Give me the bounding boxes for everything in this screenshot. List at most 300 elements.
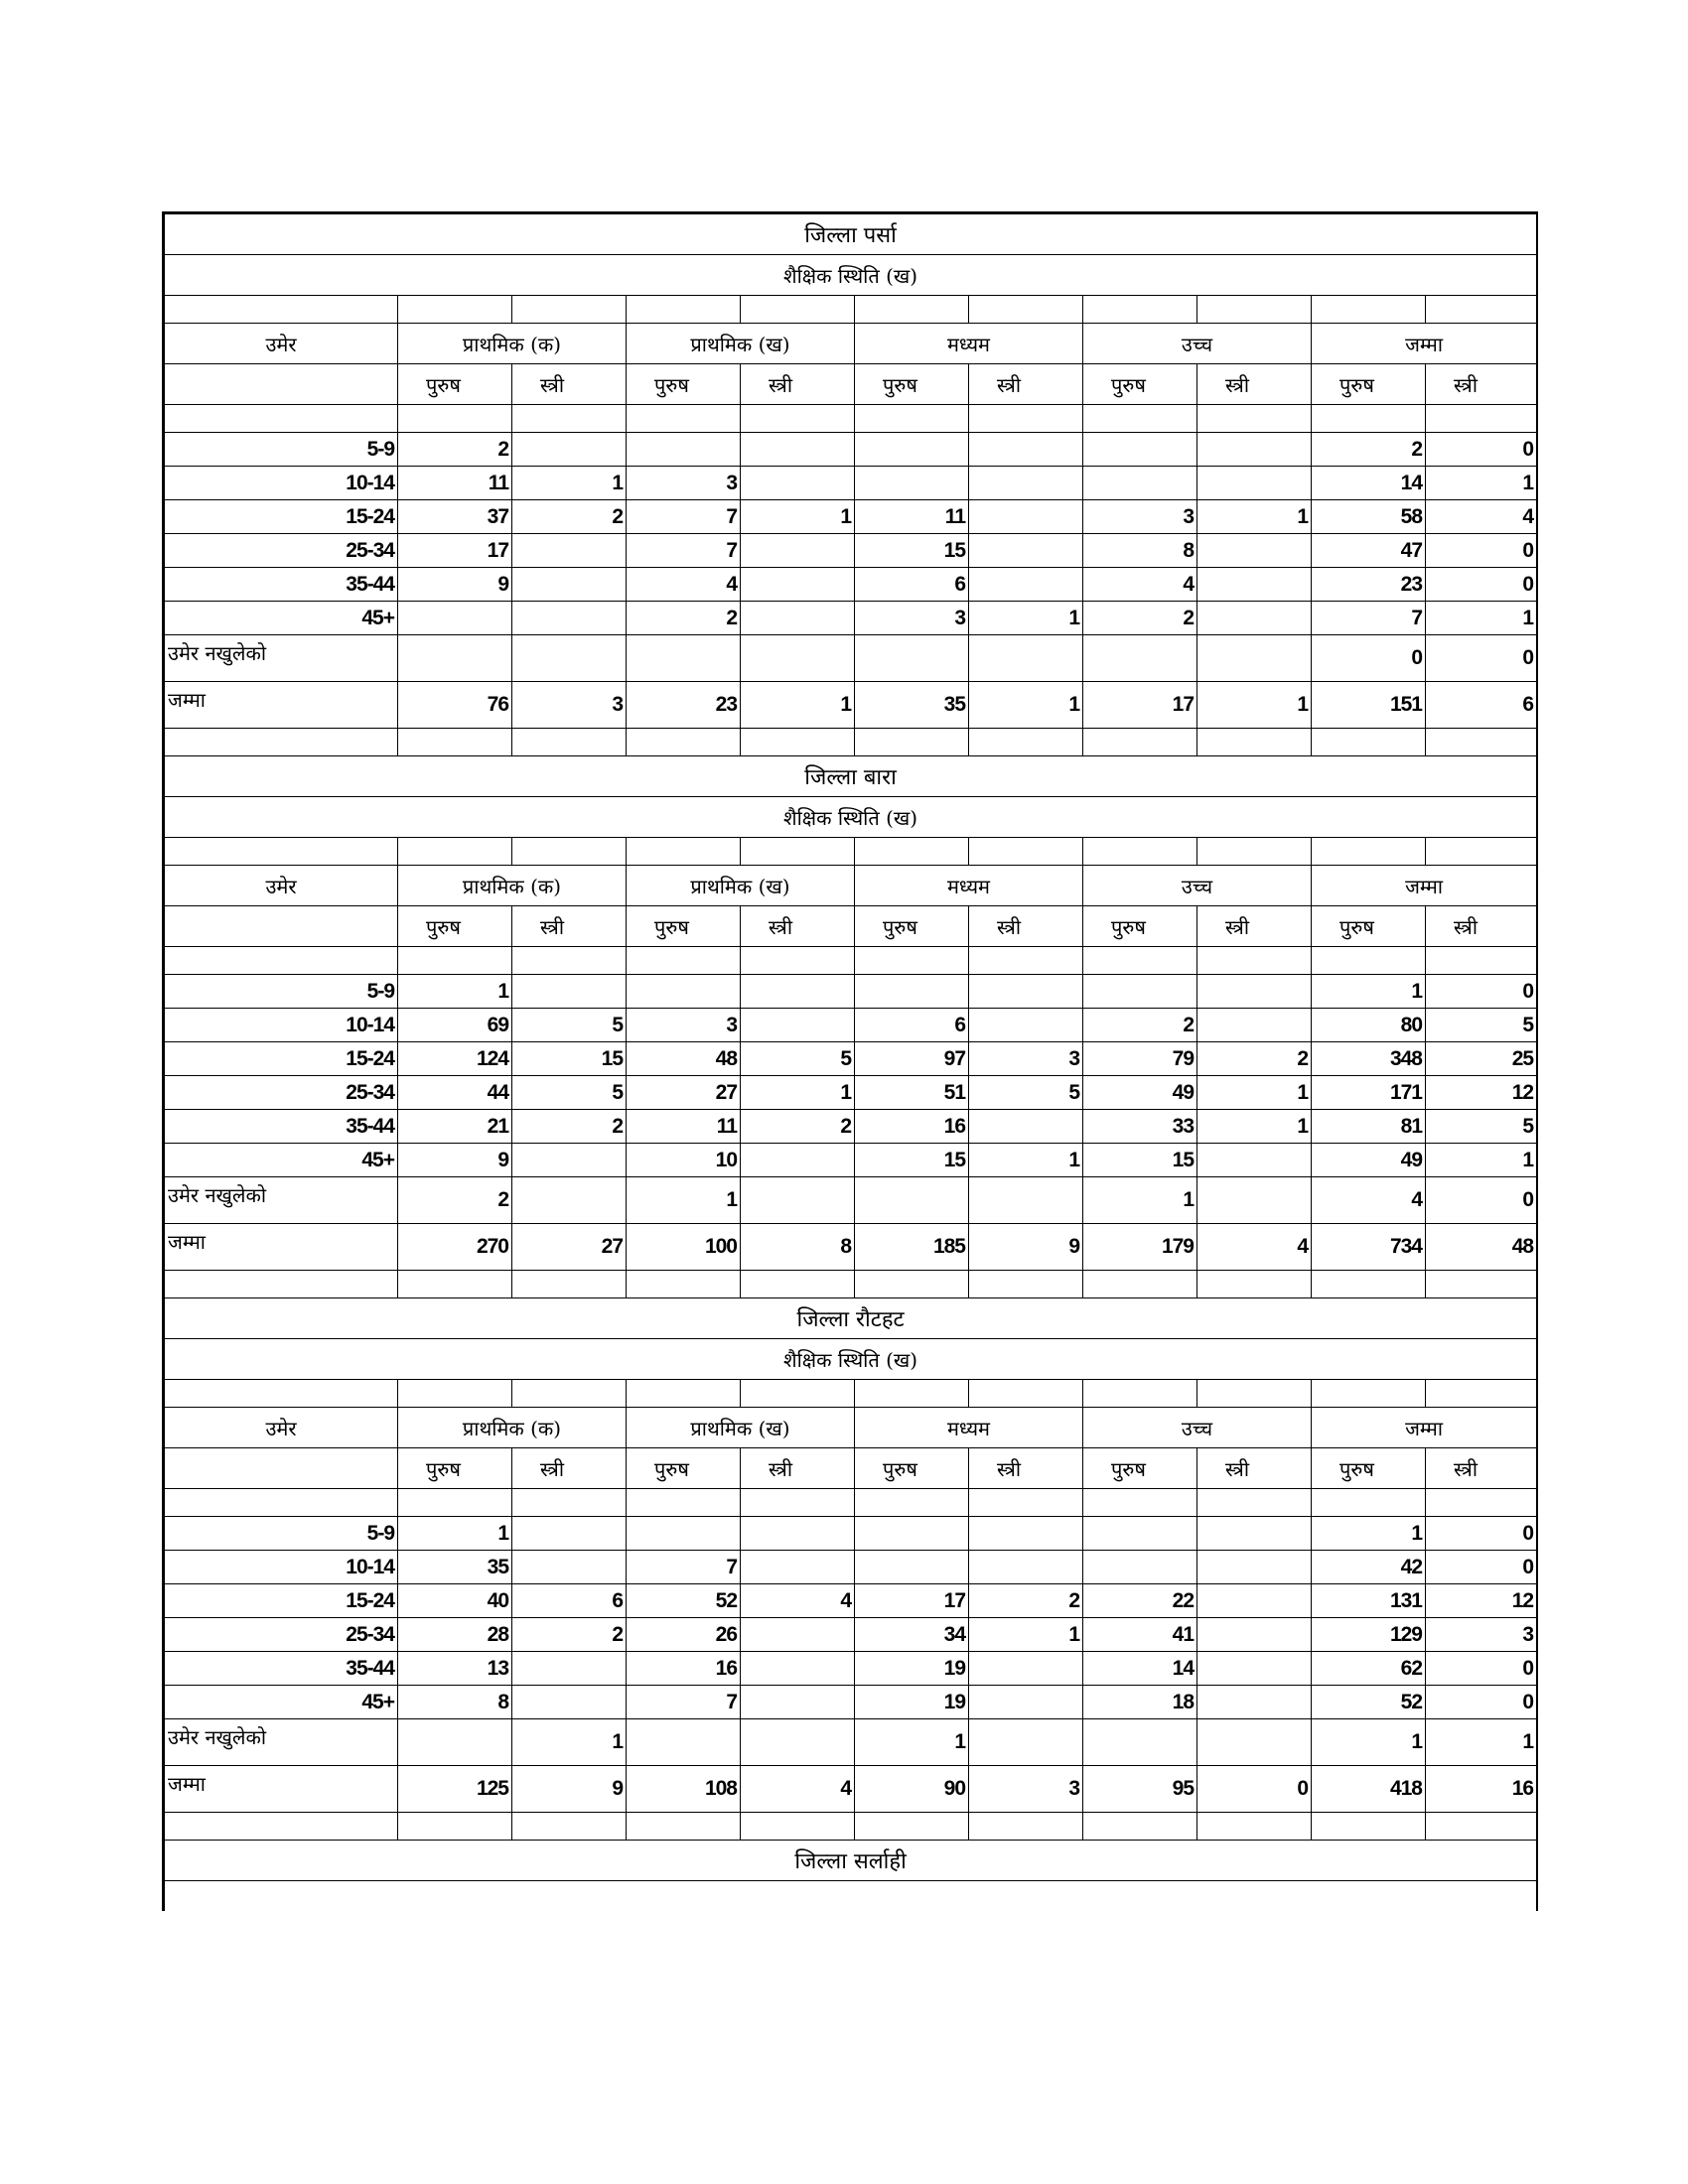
blank-cell: [741, 1813, 855, 1841]
value-cell: 0: [1426, 635, 1537, 682]
female-header: स्त्री: [969, 906, 1083, 947]
value-cell: [741, 568, 855, 602]
value-cell: 41: [1083, 1618, 1197, 1652]
value-cell: 15: [855, 534, 969, 568]
value-cell: 3: [855, 602, 969, 635]
blank-cell: [1083, 1489, 1197, 1517]
blank-cell: [398, 1489, 512, 1517]
value-cell: 19: [855, 1686, 969, 1719]
value-cell: 48: [1426, 1224, 1537, 1271]
value-cell: 1: [1312, 975, 1426, 1009]
value-cell: 3: [627, 1009, 741, 1042]
blank-cell: [165, 838, 398, 866]
value-cell: 5: [741, 1042, 855, 1076]
value-cell: 1: [627, 1177, 741, 1224]
value-cell: 179: [1083, 1224, 1197, 1271]
value-cell: 1: [512, 467, 627, 500]
blank-cell: [1197, 838, 1312, 866]
district-title: जिल्ला पर्सा: [165, 214, 1537, 255]
value-cell: [1083, 433, 1197, 467]
value-cell: [741, 467, 855, 500]
value-cell: [969, 534, 1083, 568]
group-header: प्राथमिक (ख): [627, 324, 855, 364]
age-column-header: उमेर: [165, 866, 398, 906]
age-label: 5-9: [165, 1517, 398, 1551]
male-header: पुरुष: [627, 364, 741, 405]
value-cell: 2: [741, 1110, 855, 1144]
blank-cell: [1426, 947, 1537, 975]
blank-cell: [741, 405, 855, 433]
value-cell: [512, 1177, 627, 1224]
value-cell: 8: [398, 1686, 512, 1719]
value-cell: [741, 635, 855, 682]
blank-cell: [1426, 1380, 1537, 1408]
blank-cell: [855, 838, 969, 866]
document-page: [162, 211, 1538, 1911]
value-cell: [969, 467, 1083, 500]
value-cell: 4: [1197, 1224, 1312, 1271]
age-label: 45+: [165, 1686, 398, 1719]
value-cell: [627, 1719, 741, 1766]
value-cell: [969, 1652, 1083, 1686]
value-cell: 7: [627, 534, 741, 568]
value-cell: 1: [741, 682, 855, 729]
male-header: पुरुष: [855, 1448, 969, 1489]
blank-cell: [627, 1271, 741, 1298]
value-cell: [1083, 975, 1197, 1009]
blank-cell: [165, 1489, 398, 1517]
male-header: पुरुष: [398, 364, 512, 405]
value-cell: [512, 568, 627, 602]
section-subtitle: शैक्षिक स्थिति (ख): [165, 797, 1537, 838]
value-cell: 79: [1083, 1042, 1197, 1076]
female-header: स्त्री: [512, 906, 627, 947]
value-cell: 52: [627, 1584, 741, 1618]
blank-cell: [1197, 1813, 1312, 1841]
value-cell: 14: [1083, 1652, 1197, 1686]
blank-cell: [1083, 1271, 1197, 1298]
female-header: स्त्री: [1426, 906, 1537, 947]
blank-cell: [1197, 1271, 1312, 1298]
value-cell: 0: [1426, 1517, 1537, 1551]
blank-cell: [398, 947, 512, 975]
value-cell: 35: [855, 682, 969, 729]
blank-cell: [855, 1813, 969, 1841]
blank-cell: [627, 838, 741, 866]
value-cell: [969, 1686, 1083, 1719]
group-header: प्राथमिक (क): [398, 866, 627, 906]
blank-cell: [165, 947, 398, 975]
value-cell: [1083, 467, 1197, 500]
blank-cell: [1197, 296, 1312, 324]
blank-cell: [512, 1813, 627, 1841]
value-cell: 26: [627, 1618, 741, 1652]
value-cell: 1: [398, 975, 512, 1009]
district-title: जिल्ला बारा: [165, 756, 1537, 797]
value-cell: [1083, 635, 1197, 682]
blank-cell: [855, 405, 969, 433]
value-cell: [627, 433, 741, 467]
blank-cell: [1426, 838, 1537, 866]
blank-cell: [512, 1380, 627, 1408]
male-header: पुरुष: [627, 1448, 741, 1489]
value-cell: 6: [512, 1584, 627, 1618]
age-label: 35-44: [165, 1110, 398, 1144]
blank-cell: [1312, 947, 1426, 975]
value-cell: 19: [855, 1652, 969, 1686]
row-label: जम्मा: [165, 1224, 398, 1271]
value-cell: [1197, 1517, 1312, 1551]
value-cell: 97: [855, 1042, 969, 1076]
blank-cell: [741, 838, 855, 866]
value-cell: [1083, 1517, 1197, 1551]
value-cell: [512, 635, 627, 682]
value-cell: 49: [1083, 1076, 1197, 1110]
value-cell: 5: [512, 1076, 627, 1110]
value-cell: 7: [627, 1686, 741, 1719]
value-cell: [969, 975, 1083, 1009]
value-cell: 40: [398, 1584, 512, 1618]
value-cell: 0: [1426, 433, 1537, 467]
blank-cell: [398, 1813, 512, 1841]
group-header: मध्यम: [855, 866, 1083, 906]
value-cell: 5: [1426, 1009, 1537, 1042]
value-cell: [1197, 1584, 1312, 1618]
female-header: स्त्री: [741, 906, 855, 947]
value-cell: 27: [627, 1076, 741, 1110]
blank-cell: [398, 296, 512, 324]
blank-cell: [1312, 1271, 1426, 1298]
blank-cell: [1426, 1271, 1537, 1298]
value-cell: 52: [1312, 1686, 1426, 1719]
value-cell: [1197, 1719, 1312, 1766]
female-header: स्त्री: [1197, 906, 1312, 947]
blank-cell: [1312, 1489, 1426, 1517]
value-cell: 1: [741, 500, 855, 534]
value-cell: [1197, 433, 1312, 467]
value-cell: 1: [969, 682, 1083, 729]
value-cell: [855, 1517, 969, 1551]
blank-cell: [1197, 1380, 1312, 1408]
blank-cell: [165, 1881, 1537, 1912]
female-header: स्त्री: [1426, 364, 1537, 405]
value-cell: [512, 1144, 627, 1177]
value-cell: [855, 1551, 969, 1584]
female-header: स्त्री: [1426, 1448, 1537, 1489]
blank-cell: [627, 947, 741, 975]
value-cell: 125: [398, 1766, 512, 1813]
female-header: स्त्री: [1197, 364, 1312, 405]
value-cell: [1197, 1177, 1312, 1224]
value-cell: 151: [1312, 682, 1426, 729]
value-cell: 2: [1083, 602, 1197, 635]
blank-cell: [1312, 729, 1426, 756]
row-label: उमेर नखुलेको: [165, 1177, 398, 1224]
blank-cell: [165, 1448, 398, 1489]
blank-cell: [512, 1489, 627, 1517]
value-cell: 1: [1197, 1076, 1312, 1110]
value-cell: 81: [1312, 1110, 1426, 1144]
value-cell: 16: [1426, 1766, 1537, 1813]
value-cell: 171: [1312, 1076, 1426, 1110]
blank-cell: [1083, 838, 1197, 866]
value-cell: 418: [1312, 1766, 1426, 1813]
value-cell: 51: [855, 1076, 969, 1110]
blank-cell: [165, 296, 398, 324]
value-cell: [969, 1719, 1083, 1766]
value-cell: 6: [1426, 682, 1537, 729]
value-cell: 48: [627, 1042, 741, 1076]
value-cell: 3: [1083, 500, 1197, 534]
male-header: पुरुष: [855, 906, 969, 947]
value-cell: 69: [398, 1009, 512, 1042]
value-cell: 2: [1312, 433, 1426, 467]
male-header: पुरुष: [855, 364, 969, 405]
blank-cell: [398, 1271, 512, 1298]
blank-cell: [969, 838, 1083, 866]
value-cell: 4: [627, 568, 741, 602]
value-cell: 2: [512, 500, 627, 534]
value-cell: [512, 1686, 627, 1719]
value-cell: 2: [512, 1618, 627, 1652]
value-cell: 7: [627, 1551, 741, 1584]
value-cell: [512, 534, 627, 568]
blank-cell: [741, 296, 855, 324]
group-header: जम्मा: [1312, 1408, 1537, 1448]
value-cell: 5: [969, 1076, 1083, 1110]
value-cell: [741, 1551, 855, 1584]
value-cell: 1: [1197, 500, 1312, 534]
value-cell: [969, 1177, 1083, 1224]
value-cell: 5: [1426, 1110, 1537, 1144]
value-cell: 185: [855, 1224, 969, 1271]
row-label: उमेर नखुलेको: [165, 1719, 398, 1766]
value-cell: [627, 635, 741, 682]
blank-cell: [1312, 296, 1426, 324]
value-cell: 1: [741, 1076, 855, 1110]
female-header: स्त्री: [512, 364, 627, 405]
value-cell: [627, 1517, 741, 1551]
value-cell: 3: [512, 682, 627, 729]
value-cell: [855, 467, 969, 500]
value-cell: 11: [398, 467, 512, 500]
row-label: जम्मा: [165, 1766, 398, 1813]
age-label: 35-44: [165, 1652, 398, 1686]
value-cell: [741, 1618, 855, 1652]
blank-cell: [398, 405, 512, 433]
blank-cell: [1426, 296, 1537, 324]
value-cell: 1: [969, 1144, 1083, 1177]
value-cell: 1: [855, 1719, 969, 1766]
value-cell: 1: [1426, 602, 1537, 635]
value-cell: 5: [512, 1009, 627, 1042]
value-cell: 25: [1426, 1042, 1537, 1076]
age-column-header: उमेर: [165, 1408, 398, 1448]
blank-cell: [512, 729, 627, 756]
group-header: उच्च: [1083, 324, 1312, 364]
value-cell: 95: [1083, 1766, 1197, 1813]
value-cell: 2: [1083, 1009, 1197, 1042]
group-header: जम्मा: [1312, 866, 1537, 906]
blank-cell: [627, 296, 741, 324]
value-cell: 42: [1312, 1551, 1426, 1584]
value-cell: 80: [1312, 1009, 1426, 1042]
value-cell: 18: [1083, 1686, 1197, 1719]
male-header: पुरुष: [1083, 364, 1197, 405]
value-cell: 11: [855, 500, 969, 534]
age-label: 45+: [165, 602, 398, 635]
age-label: 25-34: [165, 534, 398, 568]
blank-cell: [398, 838, 512, 866]
group-header: मध्यम: [855, 1408, 1083, 1448]
value-cell: 12: [1426, 1076, 1537, 1110]
female-header: स्त्री: [969, 364, 1083, 405]
value-cell: 8: [741, 1224, 855, 1271]
value-cell: [855, 433, 969, 467]
section-subtitle: शैक्षिक स्थिति (ख): [165, 255, 1537, 296]
value-cell: 76: [398, 682, 512, 729]
blank-cell: [627, 405, 741, 433]
district-title: जिल्ला रौटहट: [165, 1298, 1537, 1339]
blank-cell: [512, 838, 627, 866]
value-cell: 9: [398, 1144, 512, 1177]
age-label: 45+: [165, 1144, 398, 1177]
blank-cell: [969, 296, 1083, 324]
value-cell: [855, 975, 969, 1009]
blank-cell: [627, 729, 741, 756]
value-cell: 2: [398, 1177, 512, 1224]
blank-cell: [165, 1813, 398, 1841]
blank-cell: [512, 947, 627, 975]
blank-cell: [1197, 947, 1312, 975]
value-cell: 0: [1426, 1177, 1537, 1224]
value-cell: 13: [398, 1652, 512, 1686]
education-status-table: [164, 213, 1537, 1911]
female-header: स्त्री: [969, 1448, 1083, 1489]
value-cell: [512, 1517, 627, 1551]
blank-cell: [969, 1380, 1083, 1408]
value-cell: [969, 1551, 1083, 1584]
male-header: पुरुष: [1312, 1448, 1426, 1489]
value-cell: [1197, 1551, 1312, 1584]
blank-cell: [512, 1271, 627, 1298]
blank-cell: [1312, 1380, 1426, 1408]
value-cell: [1197, 635, 1312, 682]
value-cell: [855, 1177, 969, 1224]
male-header: पुरुष: [1083, 1448, 1197, 1489]
blank-cell: [398, 1380, 512, 1408]
value-cell: [969, 433, 1083, 467]
value-cell: 0: [1197, 1766, 1312, 1813]
value-cell: 0: [1426, 1551, 1537, 1584]
value-cell: 49: [1312, 1144, 1426, 1177]
blank-cell: [512, 296, 627, 324]
blank-cell: [1312, 1813, 1426, 1841]
value-cell: [1083, 1551, 1197, 1584]
value-cell: 17: [855, 1584, 969, 1618]
female-header: स्त्री: [741, 364, 855, 405]
value-cell: 3: [627, 467, 741, 500]
value-cell: 3: [969, 1766, 1083, 1813]
value-cell: [1083, 1719, 1197, 1766]
blank-cell: [627, 1489, 741, 1517]
value-cell: 27: [512, 1224, 627, 1271]
value-cell: [855, 635, 969, 682]
value-cell: [512, 1551, 627, 1584]
value-cell: 4: [741, 1584, 855, 1618]
group-header: प्राथमिक (ख): [627, 866, 855, 906]
value-cell: 734: [1312, 1224, 1426, 1271]
age-label: 15-24: [165, 500, 398, 534]
group-header: प्राथमिक (क): [398, 1408, 627, 1448]
value-cell: 34: [855, 1618, 969, 1652]
blank-cell: [1083, 729, 1197, 756]
value-cell: 11: [627, 1110, 741, 1144]
row-label: जम्मा: [165, 682, 398, 729]
blank-cell: [1083, 947, 1197, 975]
blank-cell: [741, 1380, 855, 1408]
blank-cell: [512, 405, 627, 433]
value-cell: [627, 975, 741, 1009]
value-cell: 14: [1312, 467, 1426, 500]
value-cell: [741, 1144, 855, 1177]
value-cell: 1: [1312, 1719, 1426, 1766]
value-cell: 44: [398, 1076, 512, 1110]
value-cell: [512, 975, 627, 1009]
male-header: पुरुष: [1312, 364, 1426, 405]
value-cell: 35: [398, 1551, 512, 1584]
value-cell: 1: [398, 1517, 512, 1551]
male-header: पुरुष: [1312, 906, 1426, 947]
female-header: स्त्री: [512, 1448, 627, 1489]
value-cell: 348: [1312, 1042, 1426, 1076]
blank-cell: [855, 729, 969, 756]
age-label: 5-9: [165, 975, 398, 1009]
blank-cell: [627, 1813, 741, 1841]
value-cell: [969, 635, 1083, 682]
blank-cell: [1426, 405, 1537, 433]
value-cell: 129: [1312, 1618, 1426, 1652]
value-cell: [398, 1719, 512, 1766]
group-header: उच्च: [1083, 866, 1312, 906]
value-cell: 1: [1083, 1177, 1197, 1224]
value-cell: 4: [1426, 500, 1537, 534]
value-cell: [741, 433, 855, 467]
value-cell: [398, 602, 512, 635]
blank-cell: [1197, 405, 1312, 433]
value-cell: 33: [1083, 1110, 1197, 1144]
value-cell: [1197, 568, 1312, 602]
value-cell: 58: [1312, 500, 1426, 534]
value-cell: 37: [398, 500, 512, 534]
blank-cell: [1312, 405, 1426, 433]
blank-cell: [398, 729, 512, 756]
blank-cell: [1312, 838, 1426, 866]
value-cell: 15: [1083, 1144, 1197, 1177]
blank-cell: [741, 1489, 855, 1517]
age-label: 5-9: [165, 433, 398, 467]
blank-cell: [1083, 1813, 1197, 1841]
value-cell: [741, 1177, 855, 1224]
value-cell: [741, 1517, 855, 1551]
blank-cell: [165, 364, 398, 405]
value-cell: 9: [512, 1766, 627, 1813]
value-cell: [512, 1652, 627, 1686]
male-header: पुरुष: [1083, 906, 1197, 947]
value-cell: 90: [855, 1766, 969, 1813]
value-cell: 1: [512, 1719, 627, 1766]
blank-cell: [1197, 1489, 1312, 1517]
